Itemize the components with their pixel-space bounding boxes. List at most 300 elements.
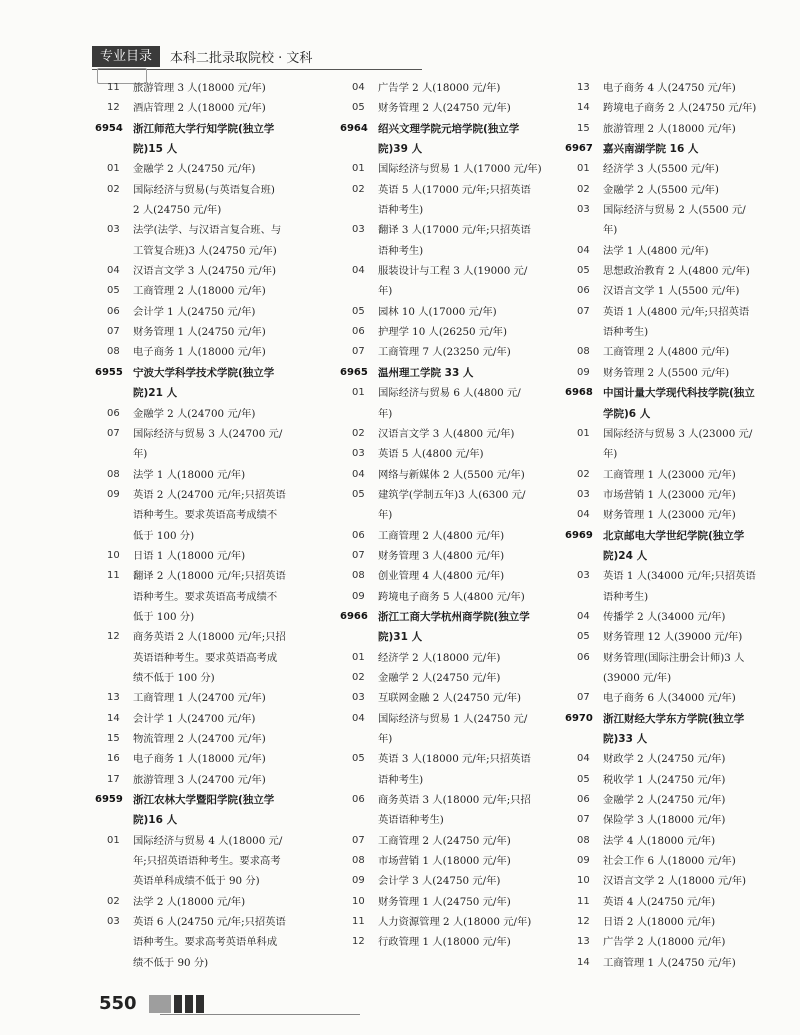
major-code: 07 xyxy=(352,346,365,358)
institution-row xyxy=(340,363,552,383)
major-text: 年) xyxy=(378,509,393,522)
major-code: 08 xyxy=(107,468,120,480)
major-text: 绩不低于 90 分) xyxy=(133,956,209,969)
major-text: 工商管理 1 人(23000 元/年) xyxy=(603,468,736,481)
major-text: 旅游管理 3 人(24700 元/年) xyxy=(133,773,266,786)
institution-name: 嘉兴南湖学院 16 人 xyxy=(603,143,699,156)
major-row xyxy=(340,465,552,485)
major-text: 绩不低于 100 分) xyxy=(133,671,215,684)
institution-code xyxy=(95,139,123,159)
major-text: 日语 1 人(18000 元/年) xyxy=(133,549,246,562)
major-text: 跨境电子商务 2 人(24750 元/年) xyxy=(603,102,757,115)
major-row xyxy=(95,709,307,729)
major-code: 01 xyxy=(107,834,120,846)
page-footer xyxy=(99,993,207,1014)
major-row xyxy=(95,566,307,586)
institution-row xyxy=(565,729,777,749)
major-code: 12 xyxy=(577,916,590,928)
major-text: 年) xyxy=(378,285,393,298)
major-text: 汉语言文学 3 人(4800 元/年) xyxy=(378,427,515,440)
major-row xyxy=(340,444,552,464)
major-code: 06 xyxy=(352,529,365,541)
major-code xyxy=(95,587,123,607)
major-text: 金融学 2 人(24750 元/年) xyxy=(378,671,501,684)
institution-row xyxy=(95,810,307,830)
major-code: 13 xyxy=(107,692,120,704)
institution-row xyxy=(565,404,777,424)
major-text: 互联网金融 2 人(24750 元/年) xyxy=(378,692,522,705)
major-code: 12 xyxy=(107,102,120,114)
major-text: 人力资源管理 2 人(18000 元/年) xyxy=(378,916,532,929)
major-code: 10 xyxy=(577,875,590,887)
major-row xyxy=(565,607,777,627)
major-code: 11 xyxy=(352,916,365,928)
major-row xyxy=(340,668,552,688)
major-code xyxy=(95,526,123,546)
major-text: 国际经济与贸易(与英语复合班) xyxy=(133,183,275,196)
major-code: 03 xyxy=(107,916,120,928)
institution-name: 浙江工商大学杭州商学院(独立学 xyxy=(378,610,530,623)
major-code: 03 xyxy=(577,488,590,500)
major-code: 08 xyxy=(107,346,120,358)
major-code: 07 xyxy=(352,834,365,846)
major-code: 17 xyxy=(107,773,120,785)
major-text: 汉语言文学 2 人(18000 元/年) xyxy=(603,875,747,888)
footer-bar xyxy=(149,995,171,1013)
major-code xyxy=(340,505,368,525)
major-text: 国际经济与贸易 4 人(18000 元/ xyxy=(133,834,283,847)
major-code: 01 xyxy=(352,651,365,663)
major-text: 工商管理 7 人(23250 元/年) xyxy=(378,346,511,359)
major-code: 02 xyxy=(107,183,120,195)
major-text: 财务管理 12 人(39000 元/年) xyxy=(603,631,743,644)
institution-row xyxy=(565,383,777,403)
major-row xyxy=(340,932,552,952)
major-code: 14 xyxy=(577,956,590,968)
major-row xyxy=(340,912,552,932)
major-text: 法学 4 人(18000 元/年) xyxy=(603,834,716,847)
institution-name: 温州理工学院 33 人 xyxy=(378,366,474,379)
major-text: 法学(法学、与汉语言复合班、与 xyxy=(133,224,282,237)
major-row xyxy=(565,912,777,932)
major-code: 07 xyxy=(107,427,120,439)
institution-row xyxy=(565,139,777,159)
major-row xyxy=(95,749,307,769)
column-2 xyxy=(340,78,552,953)
major-row xyxy=(340,851,552,871)
major-text: 英语 6 人(24750 元/年;只招英语 xyxy=(133,916,286,929)
major-text: 语种考生) xyxy=(378,244,424,257)
major-code: 09 xyxy=(577,366,590,378)
major-row xyxy=(565,261,777,281)
footer-bar xyxy=(196,995,204,1013)
major-text: 语种考生) xyxy=(603,590,649,603)
major-code xyxy=(95,444,123,464)
major-text: 日语 2 人(18000 元/年) xyxy=(603,916,716,929)
major-row xyxy=(565,424,777,444)
major-row xyxy=(565,749,777,769)
major-row xyxy=(340,180,552,200)
major-code: 15 xyxy=(107,733,120,744)
major-code: 12 xyxy=(107,631,120,643)
major-text: 思想政治教育 2 人(4800 元/年) xyxy=(603,265,750,278)
major-code: 06 xyxy=(107,407,120,419)
major-text: 英语 1 人(34000 元/年;只招英语 xyxy=(603,570,756,583)
major-code: 11 xyxy=(577,895,590,907)
major-text: 财务管理 1 人(24750 元/年) xyxy=(133,326,266,339)
major-code: 01 xyxy=(577,427,590,439)
major-code xyxy=(95,648,123,668)
major-row xyxy=(340,587,552,607)
major-text: 经济学 2 人(18000 元/年) xyxy=(378,651,501,664)
major-code: 01 xyxy=(107,163,120,175)
institution-code xyxy=(565,546,593,566)
major-code: 04 xyxy=(352,468,365,480)
major-code xyxy=(95,851,123,871)
institution-name: 北京邮电大学世纪学院(独立学 xyxy=(603,529,745,542)
major-row xyxy=(340,220,552,240)
major-row xyxy=(340,810,552,830)
major-code: 07 xyxy=(577,305,590,317)
major-text: 低于 100 分) xyxy=(133,529,195,542)
major-text: 法学 1 人(18000 元/年) xyxy=(133,468,246,481)
major-text: 物流管理 2 人(24700 元/年) xyxy=(133,733,266,745)
institution-row xyxy=(95,383,307,403)
major-row xyxy=(95,851,307,871)
major-text: 国际经济与贸易 3 人(24700 元/ xyxy=(133,427,283,440)
major-text: 市场营销 1 人(18000 元/年) xyxy=(378,855,511,868)
major-code: 01 xyxy=(577,163,590,175)
major-row xyxy=(95,424,307,444)
institution-name: 院)15 人 xyxy=(133,143,178,156)
major-text: 语种考生。要求英语高考成绩不 xyxy=(133,509,278,522)
major-text: 社会工作 6 人(18000 元/年) xyxy=(603,855,736,868)
institution-code xyxy=(95,383,123,403)
major-row xyxy=(95,180,307,200)
major-row xyxy=(340,749,552,769)
major-row xyxy=(565,322,777,342)
major-code: 04 xyxy=(352,712,365,724)
major-text: 语种考生) xyxy=(378,204,424,217)
institution-code xyxy=(565,404,593,424)
footer-bar xyxy=(174,995,182,1013)
major-code: 05 xyxy=(352,305,365,317)
major-code: 01 xyxy=(352,387,365,399)
major-code: 06 xyxy=(352,326,365,338)
major-code: 01 xyxy=(352,163,365,175)
major-code: 07 xyxy=(577,692,590,704)
major-code xyxy=(95,200,123,220)
institution-row xyxy=(340,139,552,159)
major-row xyxy=(340,505,552,525)
major-row xyxy=(565,505,777,525)
institution-code xyxy=(565,729,593,749)
major-text: 跨境电子商务 5 人(4800 元/年) xyxy=(378,590,525,603)
major-row xyxy=(95,505,307,525)
major-row xyxy=(565,668,777,688)
major-text: 财务管理 2 人(24750 元/年) xyxy=(378,102,511,115)
major-code xyxy=(565,220,593,240)
major-row xyxy=(95,444,307,464)
major-text: 财务管理 1 人(23000 元/年) xyxy=(603,509,736,522)
institution-code: 6966 xyxy=(340,610,368,622)
major-row xyxy=(95,485,307,505)
major-row xyxy=(565,342,777,362)
major-text: 国际经济与贸易 1 人(17000 元/年) xyxy=(378,163,542,176)
major-row xyxy=(340,566,552,586)
institution-row xyxy=(340,119,552,139)
major-row xyxy=(565,302,777,322)
major-row xyxy=(95,648,307,668)
major-row xyxy=(95,871,307,891)
major-row xyxy=(340,424,552,444)
major-text: 语种考生) xyxy=(603,326,649,339)
major-code xyxy=(95,871,123,891)
major-row xyxy=(95,404,307,424)
major-text: 建筑学(学制五年)3 人(6300 元/ xyxy=(378,488,526,501)
major-row xyxy=(340,98,552,118)
major-row xyxy=(565,180,777,200)
major-text: 网络与新媒体 2 人(5500 元/年) xyxy=(378,468,525,481)
major-row xyxy=(565,831,777,851)
major-code: 03 xyxy=(577,204,590,216)
institution-name: 浙江财经大学东方学院(独立学 xyxy=(603,712,745,725)
major-code xyxy=(340,404,368,424)
major-row xyxy=(340,342,552,362)
major-row xyxy=(565,932,777,952)
major-code: 04 xyxy=(352,82,365,93)
major-text: 酒店管理 2 人(18000 元/年) xyxy=(133,102,266,115)
major-row xyxy=(565,810,777,830)
major-row xyxy=(95,220,307,240)
major-row xyxy=(95,322,307,342)
major-row xyxy=(565,363,777,383)
major-text: 电子商务 4 人(24750 元/年) xyxy=(603,82,736,94)
major-text: 工管复合班)3 人(24750 元/年) xyxy=(133,244,277,257)
major-row xyxy=(340,383,552,403)
major-text: 传播学 2 人(34000 元/年) xyxy=(603,610,726,623)
column-3 xyxy=(565,78,777,973)
major-row xyxy=(565,119,777,139)
major-code: 09 xyxy=(352,875,365,887)
institution-name: 院)16 人 xyxy=(133,814,178,827)
major-text: 工商管理 2 人(18000 元/年) xyxy=(133,285,266,298)
major-code: 05 xyxy=(577,631,590,643)
major-row xyxy=(565,790,777,810)
major-code: 08 xyxy=(577,834,590,846)
major-row xyxy=(95,770,307,790)
major-code xyxy=(340,729,368,749)
institution-name: 院)39 人 xyxy=(378,143,423,156)
major-row xyxy=(340,688,552,708)
major-row xyxy=(565,200,777,220)
major-text: 工商管理 1 人(24750 元/年) xyxy=(603,956,736,969)
major-text: 服装设计与工程 3 人(19000 元/ xyxy=(378,265,528,278)
major-row xyxy=(95,607,307,627)
major-row xyxy=(340,485,552,505)
major-text: 翻译 2 人(18000 元/年;只招英语 xyxy=(133,570,286,583)
major-text: 会计学 1 人(24750 元/年) xyxy=(133,305,256,318)
major-text: 商务英语 3 人(18000 元/年;只招 xyxy=(378,794,531,807)
institution-name: 院)31 人 xyxy=(378,631,423,644)
major-code: 16 xyxy=(107,753,120,765)
major-code xyxy=(340,810,368,830)
major-row xyxy=(340,159,552,179)
column-1 xyxy=(95,78,307,973)
page-number: 550 xyxy=(99,993,137,1014)
major-row xyxy=(95,587,307,607)
major-code: 02 xyxy=(352,183,365,195)
institution-code: 6967 xyxy=(565,143,593,155)
major-text: 工商管理 2 人(4800 元/年) xyxy=(603,346,730,359)
major-code: 02 xyxy=(352,427,365,439)
major-row xyxy=(340,790,552,810)
major-row xyxy=(565,892,777,912)
major-row xyxy=(565,444,777,464)
major-row xyxy=(565,465,777,485)
major-code: 05 xyxy=(577,773,590,785)
major-code: 11 xyxy=(107,82,120,93)
major-code: 07 xyxy=(577,814,590,826)
major-code: 10 xyxy=(352,895,365,907)
major-row xyxy=(95,281,307,301)
major-code xyxy=(95,953,123,973)
institution-code: 6968 xyxy=(565,387,593,399)
major-row xyxy=(565,78,777,98)
major-text: 年) xyxy=(603,224,618,237)
major-code xyxy=(565,587,593,607)
major-code: 14 xyxy=(577,102,590,114)
major-row xyxy=(565,770,777,790)
major-code: 06 xyxy=(352,794,365,806)
major-text: 年) xyxy=(133,448,148,461)
major-row xyxy=(565,220,777,240)
major-text: 语种考生。要求英语高考成绩不 xyxy=(133,590,278,603)
major-text: 经济学 3 人(5500 元/年) xyxy=(603,163,719,176)
major-text: 法学 2 人(18000 元/年) xyxy=(133,895,246,908)
major-text: 国际经济与贸易 6 人(4800 元/ xyxy=(378,387,521,400)
major-text: 财务管理 1 人(24750 元/年) xyxy=(378,895,511,908)
major-row xyxy=(340,241,552,261)
major-row xyxy=(95,159,307,179)
major-code xyxy=(95,505,123,525)
major-row xyxy=(565,98,777,118)
major-row xyxy=(340,404,552,424)
major-row xyxy=(340,200,552,220)
major-code xyxy=(95,932,123,952)
institution-code xyxy=(95,810,123,830)
major-row xyxy=(565,627,777,647)
major-code: 03 xyxy=(107,224,120,236)
major-text: 税收学 1 人(24750 元/年) xyxy=(603,773,726,786)
section-tag: 专业目录 xyxy=(92,46,160,67)
major-row xyxy=(95,200,307,220)
major-text: 年;只招英语语种考生。要求高考 xyxy=(133,855,281,868)
major-text: 金融学 2 人(24750 元/年) xyxy=(133,163,256,176)
major-text: 会计学 1 人(24700 元/年) xyxy=(133,712,256,725)
major-text: 国际经济与贸易 2 人(5500 元/ xyxy=(603,204,746,217)
major-row xyxy=(565,851,777,871)
major-code: 05 xyxy=(352,102,365,114)
major-text: 电子商务 6 人(34000 元/年) xyxy=(603,692,736,705)
major-code: 06 xyxy=(577,651,590,663)
major-text: 英语语种考生。要求英语高考成 xyxy=(133,651,278,664)
major-code xyxy=(340,241,368,261)
major-row xyxy=(95,342,307,362)
major-code: 04 xyxy=(352,265,365,277)
major-code: 07 xyxy=(352,549,365,561)
major-text: (39000 元/年) xyxy=(603,671,672,684)
major-row xyxy=(340,261,552,281)
institution-row xyxy=(565,546,777,566)
major-code: 02 xyxy=(352,671,365,683)
footer-bars xyxy=(149,995,207,1013)
major-row xyxy=(95,627,307,647)
major-code: 05 xyxy=(352,488,365,500)
major-text: 广告学 2 人(18000 元/年) xyxy=(378,82,501,94)
major-row xyxy=(340,709,552,729)
major-row xyxy=(340,648,552,668)
major-code xyxy=(565,668,593,688)
major-text: 市场营销 1 人(23000 元/年) xyxy=(603,488,736,501)
institution-code: 6954 xyxy=(95,122,123,134)
major-text: 创业管理 4 人(4800 元/年) xyxy=(378,570,505,583)
major-code: 11 xyxy=(107,570,120,582)
major-code: 08 xyxy=(352,570,365,582)
major-text: 园林 10 人(17000 元/年) xyxy=(378,305,497,318)
major-text: 国际经济与贸易 3 人(23000 元/ xyxy=(603,427,753,440)
major-text: 英语 3 人(18000 元/年;只招英语 xyxy=(378,753,531,766)
major-text: 英语 5 人(17000 元/年;只招英语 xyxy=(378,183,531,196)
major-text: 年) xyxy=(603,448,618,461)
major-row xyxy=(565,953,777,973)
major-text: 电子商务 1 人(18000 元/年) xyxy=(133,753,266,766)
major-row xyxy=(340,871,552,891)
major-code: 04 xyxy=(577,753,590,765)
major-text: 英语 1 人(4800 元/年;只招英语 xyxy=(603,305,750,318)
major-row xyxy=(565,688,777,708)
institution-code: 6965 xyxy=(340,366,368,378)
institution-row xyxy=(95,790,307,810)
major-text: 2 人(24750 元/年) xyxy=(133,204,222,217)
major-text: 语种考生。要求高考英语单科成 xyxy=(133,936,278,949)
institution-name: 院)33 人 xyxy=(603,733,648,745)
major-code: 08 xyxy=(352,855,365,867)
major-row xyxy=(95,526,307,546)
major-code: 07 xyxy=(107,326,120,338)
major-code: 05 xyxy=(107,285,120,297)
major-code: 04 xyxy=(577,244,590,256)
major-code: 04 xyxy=(107,265,120,277)
major-text: 金融学 2 人(24750 元/年) xyxy=(603,794,726,807)
institution-row xyxy=(340,607,552,627)
major-text: 电子商务 1 人(18000 元/年) xyxy=(133,346,266,359)
major-text: 英语 5 人(4800 元/年) xyxy=(378,448,484,461)
major-row xyxy=(95,831,307,851)
major-row xyxy=(95,912,307,932)
major-text: 低于 100 分) xyxy=(133,610,195,623)
major-row xyxy=(95,241,307,261)
major-code: 09 xyxy=(352,590,365,602)
major-row xyxy=(340,302,552,322)
major-code: 05 xyxy=(352,753,365,765)
major-row xyxy=(95,688,307,708)
major-code xyxy=(340,200,368,220)
major-row xyxy=(565,566,777,586)
major-row xyxy=(340,770,552,790)
major-code: 02 xyxy=(577,183,590,195)
institution-code: 6959 xyxy=(95,794,123,806)
